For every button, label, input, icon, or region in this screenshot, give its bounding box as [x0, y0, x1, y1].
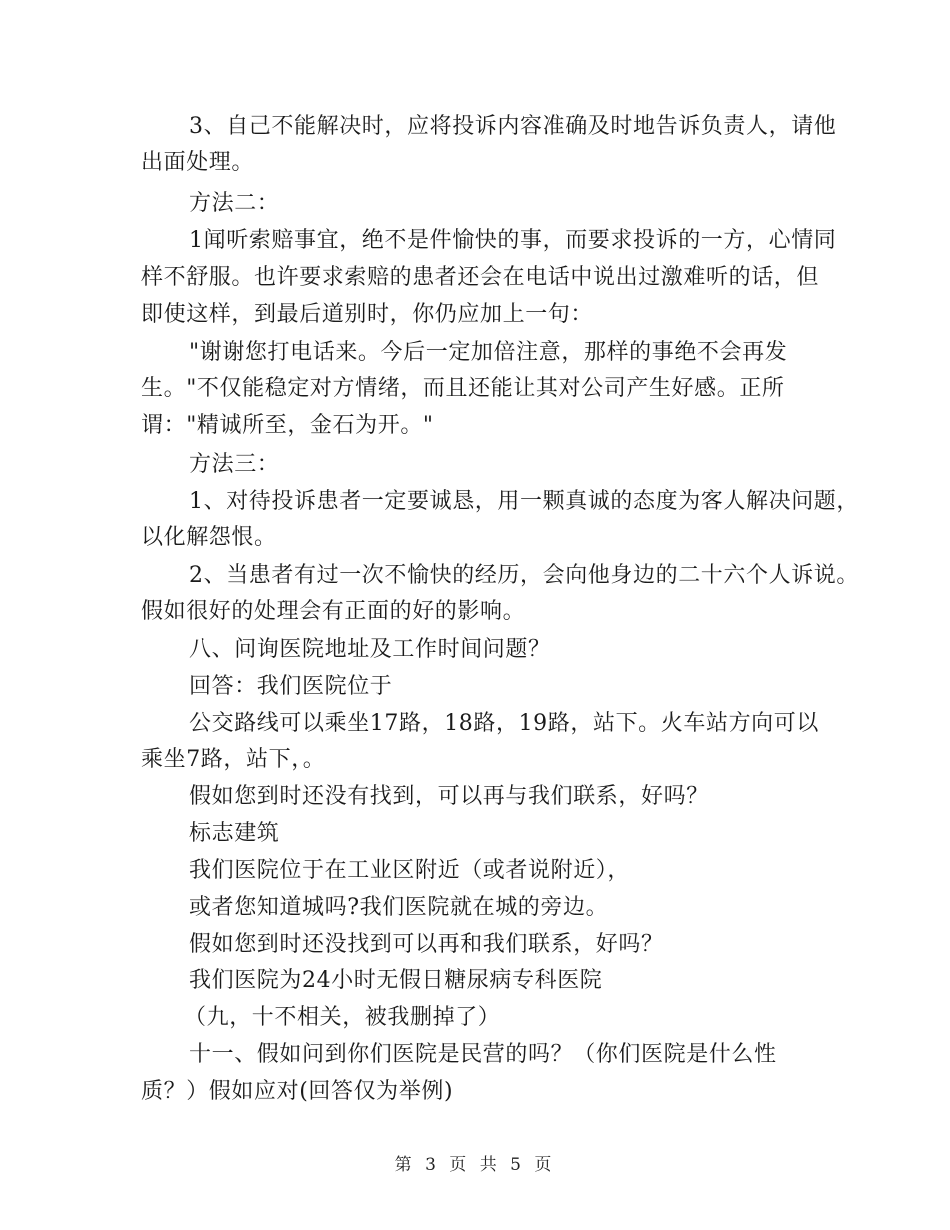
paragraph-line: 即使这样，到最后道别时，你仍应加上一句：	[141, 302, 594, 327]
paragraph-line: 公交路线可以乘坐17路，18路，19路，站下。火车站方向可以	[189, 711, 819, 736]
paragraph-line: 我们医院位于在工业区附近（或者说附近），	[189, 858, 631, 883]
paragraph-line: 1、对待投诉患者一定要诚恳，用一颗真诚的态度为客人解决问题，	[189, 489, 859, 514]
paragraph-line: 3、自己不能解决时，应将投诉内容准确及时地告诉负责人，请他	[189, 114, 837, 139]
section-heading: 方法三：	[189, 452, 280, 477]
paragraph-line: 谓："精诚所至，金石为开。"	[141, 413, 434, 438]
paragraph-line: 以化解怨恨。	[141, 525, 277, 550]
section-heading: 十一、假如问到你们医院是民营的吗？（你们医院是什么性	[189, 1042, 777, 1067]
paragraph-line: （九，十不相关，被我删掉了）	[184, 1005, 501, 1030]
paragraph-line: 出面处理。	[141, 150, 255, 175]
paragraph-line: 假如您到时还没有找到，可以再与我们联系，好吗？	[189, 784, 709, 809]
paragraph-line: 生。"不仅能稳定对方情绪，而且还能让其对公司产生好感。正所	[141, 376, 785, 401]
paragraph-line: 样不舒服。也许要求索赔的患者还会在电话中说出过激难听的话，但	[141, 265, 820, 290]
section-heading: 方法二：	[189, 191, 280, 216]
paragraph-line: 质？）假如应对(回答仅为举例)	[141, 1079, 454, 1104]
paragraph-line: 回答：我们医院位于	[189, 674, 393, 699]
paragraph-line: 假如很好的处理会有正面的好的影响。	[141, 599, 526, 624]
paragraph-line: 我们医院为24小时无假日糖尿病专科医院	[189, 968, 603, 993]
section-heading: 八、问询医院地址及工作时间问题？	[189, 637, 551, 662]
paragraph-line: 2、当患者有过一次不愉快的经历，会向他身边的二十六个人诉说。	[189, 563, 859, 588]
paragraph-line: 1闻听索赔事宜，绝不是件愉快的事，而要求投诉的一方，心情同	[189, 228, 837, 253]
paragraph-line: 乘坐7路，站下，。	[141, 747, 326, 772]
paragraph-line: 假如您到时还没找到可以再和我们联系，好吗？	[189, 932, 664, 957]
page-number-footer: 第 3 页 共 5 页	[394, 1155, 556, 1175]
paragraph-line: 或者您知道城吗?我们医院就在城的旁边。	[189, 895, 609, 920]
paragraph-line: 标志建筑	[189, 821, 280, 846]
paragraph-line: "谢谢您打电话来。今后一定加倍注意，那样的事绝不会再发	[189, 340, 788, 365]
